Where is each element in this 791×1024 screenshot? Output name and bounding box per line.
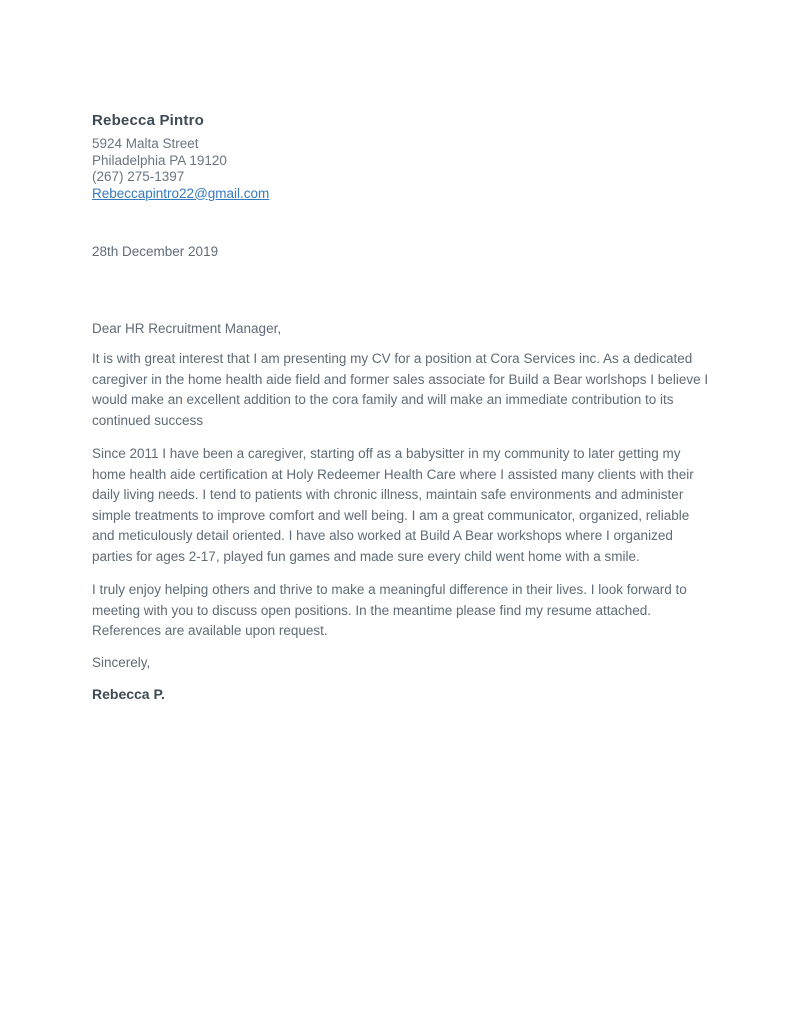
- signature-name: Rebecca P.: [92, 685, 165, 702]
- salutation: Dear HR Recruitment Manager,: [92, 321, 282, 336]
- letter-date: 28th December 2019: [92, 244, 219, 259]
- closing-line: Sincerely,: [92, 654, 151, 670]
- sender-address-city: Philadelphia PA 19120: [92, 152, 227, 168]
- paragraph-closing-remarks: I truly enjoy helping others and thrive to make a meaningful difference in their lives. I look forward to meeting with you to discuss open positions. In the meantime please find my resume attached. References are available upon request.: [92, 582, 687, 638]
- sender-details: [92, 136, 703, 202]
- sender-name: Rebecca Pintro: [92, 112, 205, 129]
- sender-email-link[interactable]: Rebeccapintro22@gmail.com: [92, 185, 270, 201]
- paragraph-experience: Since 2011 I have been a caregiver, starting off as a babysitter in my community to later getting my home health aide certification at Holy Redeemer Health Care where I assisted many clients with their daily living needs. I tend to patients with chronic illness, maintain safe environments and administer simple treatments to improve comfort and well being. I am a great communicator, organized, reliable and meticulously detail oriented. I have also worked at Build A Bear workshops where I organized parties for ages 2-17, played fun games and made sure every child went home with a smile.: [92, 446, 694, 564]
- sender-phone: (267) 275-1397: [92, 169, 185, 184]
- sender-block: [92, 112, 703, 202]
- sender-address-street: 5924 Malta Street: [92, 136, 199, 151]
- paragraph-introduction: It is with great interest that I am presenting my CV for a position at Cora Services inc. As a dedicated caregiver in the home health aide field and former sales associate for Build a Bear worlshops I believe I would make an excellent addition to the cora family and will make an immediate contribution to its continued success: [92, 351, 709, 428]
